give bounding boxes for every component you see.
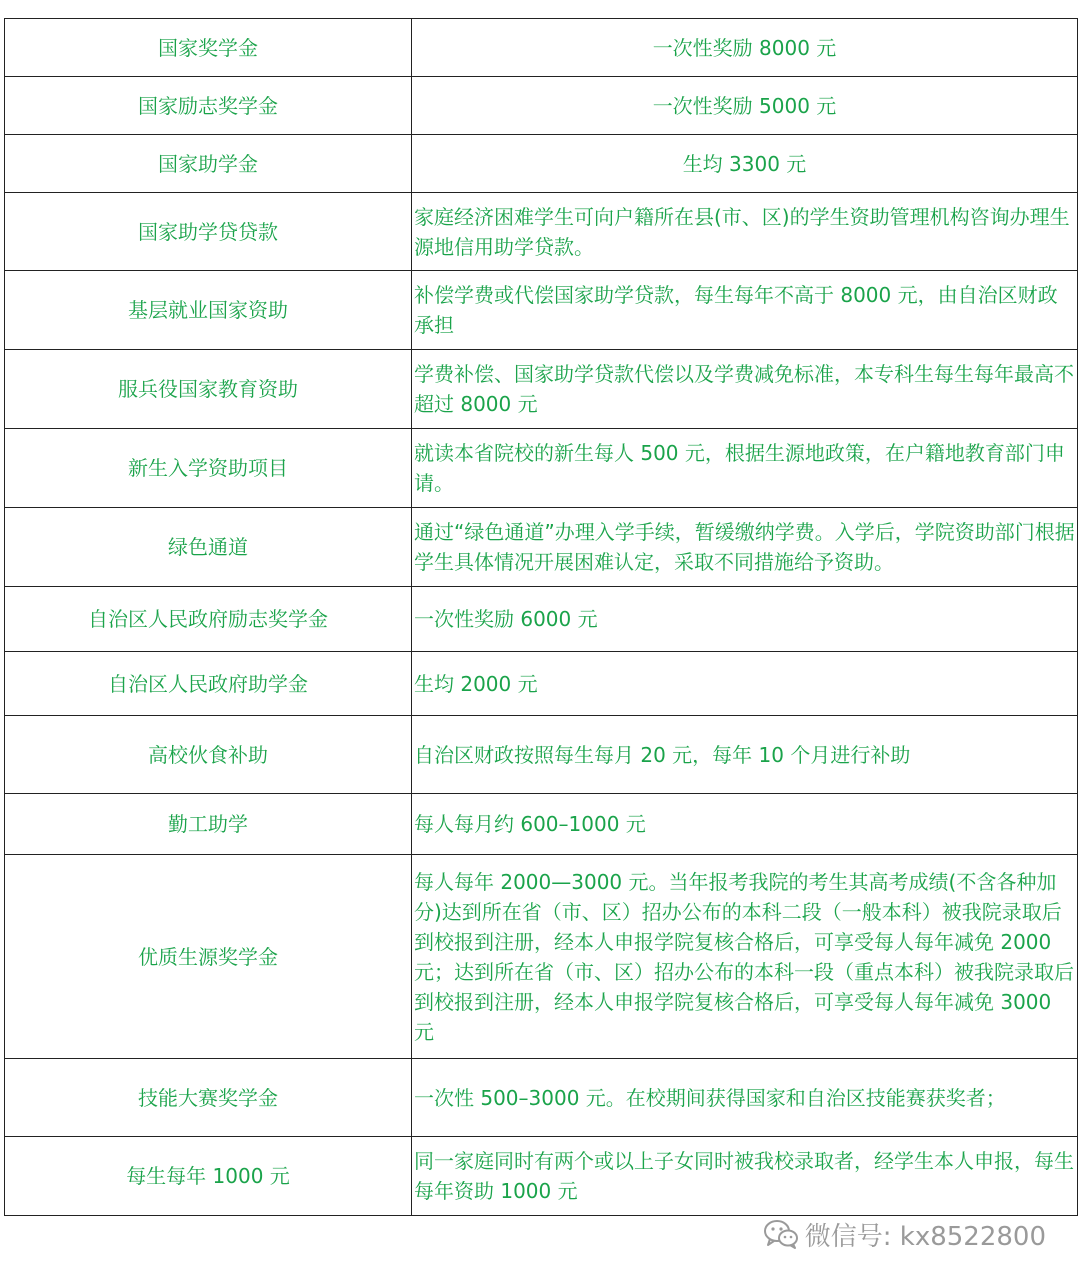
policy-description: 学费补偿、国家助学贷款代偿以及学费减免标准，本专科生每生每年最高不超过 8000 元	[412, 350, 1078, 429]
policy-description: 一次性 500–3000 元。在校期间获得国家和自治区技能赛获奖者；	[412, 1059, 1078, 1137]
table-row	[5, 652, 1078, 716]
policy-name: 高校伙食补助	[5, 716, 412, 794]
table-row	[5, 1137, 1078, 1216]
table-row	[5, 855, 1078, 1059]
policy-name: 自治区人民政府助学金	[5, 652, 412, 716]
policy-name: 技能大赛奖学金	[5, 1059, 412, 1137]
policy-description: 同一家庭同时有两个或以上子女同时被我校录取者，经学生本人申报，每生每年资助 1000 元	[412, 1137, 1078, 1216]
policy-name: 每生每年 1000 元	[5, 1137, 412, 1216]
table-row	[5, 193, 1078, 271]
table-row	[5, 508, 1078, 587]
table-row	[5, 19, 1078, 77]
policy-name: 优质生源奖学金	[5, 855, 412, 1059]
policy-description: 一次性奖励 6000 元	[412, 587, 1078, 652]
aid-policy-table	[4, 18, 1078, 1216]
policy-name: 勤工助学	[5, 794, 412, 855]
table-row	[5, 135, 1078, 193]
table-row	[5, 77, 1078, 135]
watermark-text: 微信号: kx8522800	[804, 1221, 1046, 1252]
table-row	[5, 587, 1078, 652]
policy-description: 通过“绿色通道”办理入学手续，暂缓缴纳学费。入学后，学院资助部门根据学生具体情况开展困难认定，采取不同措施给予资助。	[412, 508, 1078, 587]
table-row	[5, 429, 1078, 508]
table-row	[5, 1059, 1078, 1137]
policy-description: 家庭经济困难学生可向户籍所在县(市、区)的学生资助管理机构咨询办理生源地信用助学贷款。	[412, 193, 1078, 271]
policy-name: 服兵役国家教育资助	[5, 350, 412, 429]
policy-description: 一次性奖励 5000 元	[412, 77, 1078, 135]
policy-name: 国家助学金	[5, 135, 412, 193]
policy-description: 补偿学费或代偿国家助学贷款，每生每年不高于 8000 元，由自治区财政承担	[412, 271, 1078, 350]
policy-description: 每人每月约 600–1000 元	[412, 794, 1078, 855]
policy-description: 生均 2000 元	[412, 652, 1078, 716]
policy-description: 就读本省院校的新生每人 500 元，根据生源地政策，在户籍地教育部门申请。	[412, 429, 1078, 508]
policy-name: 新生入学资助项目	[5, 429, 412, 508]
table-row	[5, 350, 1078, 429]
policy-description: 自治区财政按照每生每月 20 元，每年 10 个月进行补助	[412, 716, 1078, 794]
wechat-watermark	[763, 1214, 1046, 1254]
policy-name: 国家励志奖学金	[5, 77, 412, 135]
policy-name: 基层就业国家资助	[5, 271, 412, 350]
policy-description: 生均 3300 元	[412, 135, 1078, 193]
policy-name: 自治区人民政府励志奖学金	[5, 587, 412, 652]
policy-name: 国家助学贷贷款	[5, 193, 412, 271]
policy-name: 绿色通道	[5, 508, 412, 587]
policy-name: 国家奖学金	[5, 19, 412, 77]
policy-description: 每人每年 2000—3000 元。当年报考我院的考生其高考成绩(不含各种加分)达到所在省（市、区）招办公布的本科二段（一般本科）被我院录取后到校报到注册，经本人申报学院复核合格后，可享受每人每年减免 2000 元；达到所在省（市、区）招办公布的本科一段（重点本科）被我院录取后到校报到注册，经本人申报学院复核合格后，可享受每人每年减免 3000 元	[412, 855, 1078, 1059]
wechat-icon	[763, 1218, 799, 1250]
policy-description: 一次性奖励 8000 元	[412, 19, 1078, 77]
table-row	[5, 716, 1078, 794]
table-row	[5, 271, 1078, 350]
table-row	[5, 794, 1078, 855]
